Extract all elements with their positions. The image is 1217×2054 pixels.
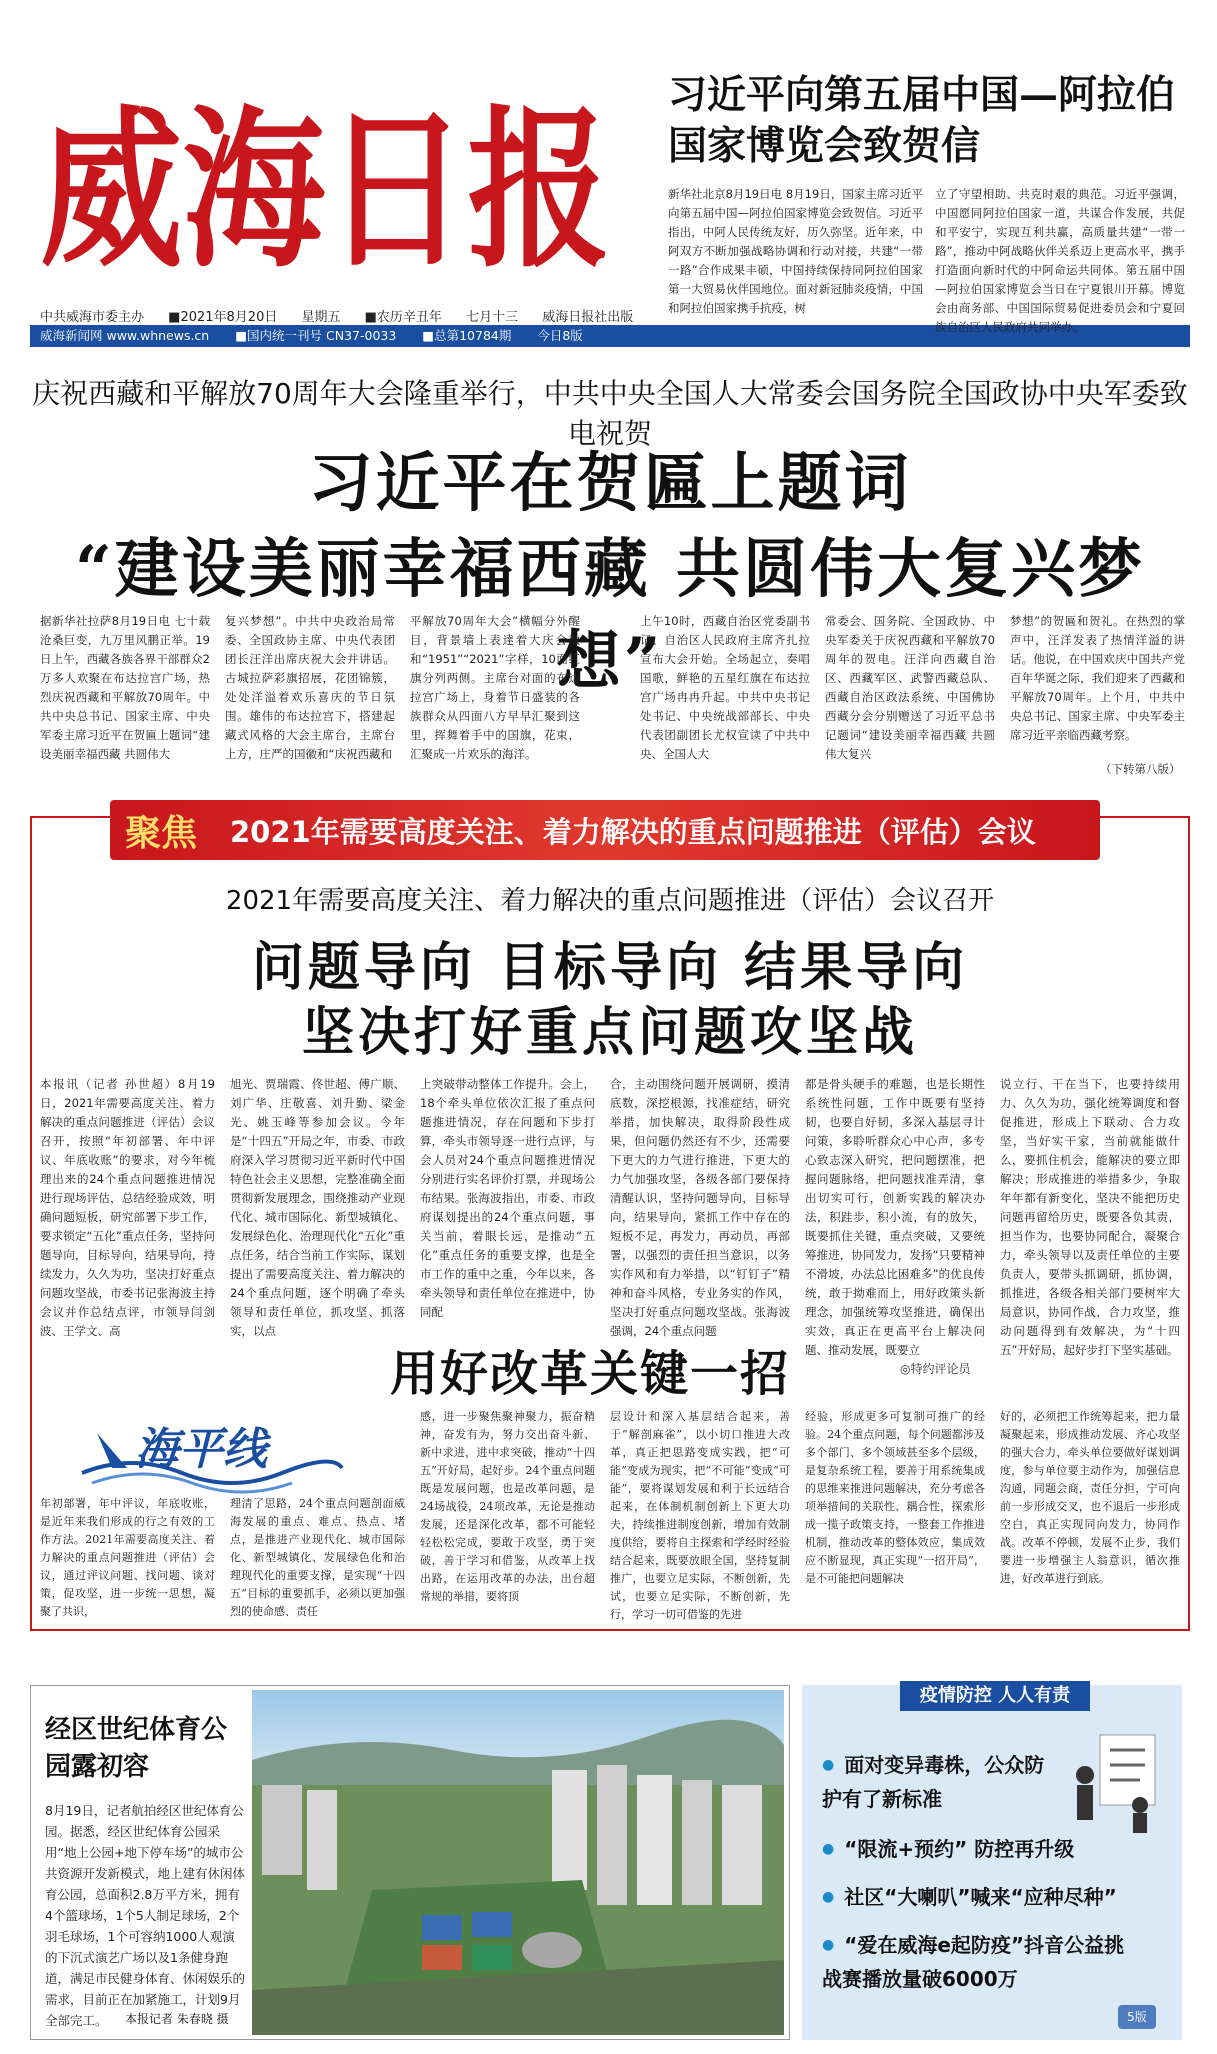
website-link[interactable]: 威海新闻网 www.whnews.cn (40, 328, 210, 343)
lead-col4: 上午10时，西藏自治区党委副书记、自治区人民政府主席齐扎拉宣布大会开始。全场起立，奏唱国歌，鲜艳的五星红旗在布达拉宫广场冉冉升起。中共中央书记处书记、中央统战部部长、中央代表团副团长尤权宣读了中共中央、全国人大 (640, 614, 810, 761)
top-story-col2: 立了守望相助、共克时艰的典范。习近平强调，中国愿同阿拉伯国家一道，共谋合作发展，共促和平安宁，实现互利共赢，高质量共建“一带一路”，推动中阿战略伙伴关系迈上更高水平，携手打造面向新时代的中阿命运共同体。第五届中国—阿拉伯国家博览会当日在宁夏银川开幕。博览会由商务部、中国国际贸易促进委员会和宁夏回族自治区人民政府共同举办。 (935, 187, 1185, 334)
org-name: 中共威海市委主办 (40, 310, 145, 325)
park-credit: 本报记者 朱春晓 摄 (125, 2012, 229, 2026)
page-count: 今日8版 (537, 328, 583, 343)
commentary-title[interactable]: 用好改革关键一招 (390, 1346, 791, 1402)
lunar-day: 七月十三 (466, 310, 519, 325)
focus-headline-2[interactable]: 坚决打好重点问题攻坚战 (301, 1002, 918, 1063)
epidemic-item-3[interactable]: ● 社区“大喇叭”喊来“应种尽种” (822, 1885, 1117, 1909)
masthead-logo (40, 80, 620, 291)
lunar-year: ■农历辛丑年 (364, 310, 442, 325)
issn: ■国内统一刊号 CN37-0033 (235, 328, 397, 343)
focus-col5: 都是骨头硬手的难题，也是长期性系统性问题，工作中既要有坚持韧，也要自好韧，多深入基层寻计问策，多聆听群众心中心声，多专心致志深入研究，把问题摆准，把握问题脉络，把问题找准弄清，拿出切实可行，创新实践的解决办法，积跬步，积小流，有的放矢，既要抓住关键，重点突破，又要统筹推进，协同发力，发扬“只要精神不滑坡，办法总比困难多”的优良传统，敢于拗难而上，用好政策头新理念，加强统筹攻坚推进，确保出实效，真正在更高平台上解决问题、推动发展，既要立 (805, 1077, 985, 1357)
date: ■2021年8月20日 (168, 310, 278, 325)
top-story-col1: 新华社北京8月19日电 8月19日，国家主席习近平向第五届中国—阿拉伯国家博览会致贺信。习近平指出，中阿人民传统友好，历久弥坚。近年来，中阿双方不断加强战略协调和行动对接，共建“一带一路”合作成果丰硕，中国持续保持同阿拉伯国家第一大贸易伙伴国地位。面对新冠肺炎疫情，中国和阿拉伯国家携手抗疫，树 (668, 187, 923, 315)
lead-headline-1[interactable]: 习近平在贺匾上题词 (308, 446, 912, 521)
park-text: 8月19日，记者航拍经区世纪体育公园。据悉，经区世纪体育公园采用“地上公园+地下停车场”的城市公共资源开发新模式，地上建有休闲体育公园，总面积2.8万平方米，拥有4个篮球场，1个5人制足球场，2个羽毛球场，1个可容纳1000人观演的下沉式演艺广场以及1条健身跑道，满足市民健身体育、休闲娱乐的需求，目前正在加紧施工，计划9月全部完工。 (45, 1803, 246, 2028)
park-photo[interactable] (252, 1690, 784, 2035)
focus-col6: 说立行、干在当下，也要持续用力、久久为功，强化统筹调度和督促推进，形成上下联动、合力攻坚，当好实干家，当前就能做什么，要抓住机会，能解决的要立即解决；形成推进的举措多少，争取年年都有新变化，坚决不能把历史问题再留给历史，既要各负其责，担当作为，也要协同配合，凝聚合力，牵头领导以及责任单位的主要负责人，要带头抓调研，抓协调，抓推进，各级各相关部门要树牢大局意识，协同作战，合力攻坚，推动问题得到有效解决，为“十四五”开好局，起好步打下坚实基础。 (1000, 1077, 1180, 1357)
lead-col3: 平解放70周年大会”横幅分外醒目，背景墙上表達着大庆会徽和“1951”“2021”字样，10面红旗分列两侧。主席台对面的布达拉宫广场上，身着节日盛装的各族群众从四面八方早早汇聚到这里，挥舞着手中的国旗，花束，汇聚成一片欢乐的海洋。 (410, 614, 580, 761)
column-logo: 海平线 (135, 1424, 267, 1475)
epidemic-item-4-label: “爱在威海e起防疫”抖音公益挑战赛播放量破6000万 (822, 1933, 1125, 1991)
commentary-col1: 年初部署，年中评议，年底收账，是近年来我们形成的行之有效的工作方法。2021年需要高度关注、着力解决的重点问题推进（评估）会议，通过评议问题、找问题、谈对策，促攻坚，进一步统一思想，凝聚了共识， (40, 1497, 215, 1618)
focus-label: 聚焦 (125, 812, 198, 854)
epidemic-item-4[interactable]: ● “爱在威海e起防疫”抖音公益挑战赛播放量破6000万 (822, 1933, 1125, 1991)
lead-col5: 常委会、国务院、全国政协、中央军委关于庆祝西藏和平解放70周年的贺电。汪洋向西藏自治区、西藏军区、武警西藏总队、西藏自治区政法系统、中国佛协西藏分会分别赠送了习近平总书记题词“建设美丽幸福西藏 共圆伟大复兴 (825, 614, 995, 761)
commentary-col6: 好的，必须把工作统筹起来，把力量凝聚起来，形成推动发展、齐心攻坚的强大合力，牵头单位要做好谋划调度，参与单位要主动作为，加强信息沟通，同题会商，责任分担，宁可向前一步形成交叉，也不退后一步形成空白，真正实现同向发力，协同作战。改革不停顿，发展不止步，我们要进一步增强主人翁意识，循次推进，好改革进行到底。 (1000, 1410, 1180, 1585)
weekday: 星期五 (301, 310, 341, 325)
people-icon (1060, 1725, 1170, 1835)
epidemic-item-1-label: 面对变异毒株，公众防护有了新标准 (822, 1753, 1045, 1811)
focus-col3: 上突破带动整体工作提升。会上，18个牵头单位依次汇报了重点问题推进情况，存在问题和下步打算，牵头市领导逐一进行点评，与会人员对24个重点问题推进情况分别进行实名评价打票，并现场公布结果。张海波指出，市委、市政府谋划提出的24个重点问题，事关当前，着眼长远，是推动“五化”重点任务的重要支撑，也是全市工作的重中之重，今年以来，各牵头领导和责任单位在推进中，协同配 (420, 1077, 595, 1319)
page-badge[interactable]: 5版 (1118, 2005, 1156, 2029)
epidemic-item-1[interactable]: ● 面对变异毒株，公众防护有了新标准 (822, 1753, 1045, 1811)
epidemic-item-3-label: 社区“大喇叭”喊来“应种尽种” (844, 1885, 1117, 1909)
epidemic-item-2-label: “限流+预约” 防控再升级 (844, 1837, 1075, 1861)
commentary-byline: ◎特约评论员 (900, 1362, 971, 1376)
masthead-info (40, 306, 670, 325)
issue-number: ■总第10784期 (422, 328, 512, 343)
focus-headline-1[interactable]: 问题导向 目标导向 结果导向 (251, 937, 969, 998)
focus-col4: 合，主动围绕问题开展调研，摸清底数，深挖根源，找准症结，研究举措，加快解决，取得阶段性成果，但问题仍然还有不少，还需要下更大的力气进行推进，下更大的力气加强攻坚，各级各部门要保持清醒认识，坚持问题导向，目标导向，结果导向，紧抓工作中存在的短板不足，再发力，再动员，再部署，以强烈的责任担当意识，以务实作风和有力举措，以“钉钉子”精神和奋斗风格，专业务实的作风，坚决打好重点问题攻坚战。张海波强调，24个重点问题 (610, 1077, 790, 1338)
lead-headline-2[interactable]: “建设美丽幸福西藏 共圆伟大复兴梦想” (74, 532, 1146, 699)
focus-col1: 本报讯（记者 孙世超）8月19日，2021年需要高度关注、着力解决的重点问题推进（评估）会议召开，按照“年初部署、年中评议、年底收账”的要求，对今年梳理出来的24个重点问题推进情况进行现场评估，总结经验成效，明确问题短板，研究部署下步工作，要求锁定“五化”重点任务，坚持问题导向，目标导向，结果导向，持续发力，久久为功，坚决打好重点问题攻坚战，市委书记张海波主持会议并作总结点评，市领导闫剑波、王学文、高 (40, 1077, 215, 1338)
commentary-col2: 理清了思路，24个重点问题剖面威海发展的重点、难点、热点、堵点，是推进产业现代化、城市国际化、新型城镇化、发展绿色化和治理现代化的重要支撑，是实现“十四五”目标的重要抓手，必须以更加强烈的使命感、责任 (230, 1497, 405, 1618)
lead-col2: 复兴梦想”。中共中央政治局常委、全国政协主席、中央代表团团长汪洋出席庆祝大会并讲话。古城拉萨彩旗招展，花团锦簇，处处洋溢着欢乐喜庆的节日氛围。雄伟的布达拉宫下，搭建起藏式风格的大会主席台，主席台上方，庄严的国徽和“庆祝西藏和 (225, 614, 395, 761)
lead-col1: 据新华社拉萨8月19日电 七十载沧桑巨变，九万里风鹏正举。19日上午，西藏各族各界干部群众2万多人欢聚在布达拉宫广场，热烈庆祝西藏和平解放70周年。中共中央总书记、国家主席、中央军委主席习近平在贺匾上题词“建设美丽幸福西藏 共圆伟大 (40, 614, 210, 761)
commentary-col4: 层设计和深入基层结合起来，善于“解剖麻雀”，以小切口推进大改革，真正把思路变成实践，把“可能”变成为现实，把“不可能”变成“可能”，要将谋划发展和利于长远结合起来，在体制机制创新上下更大功夫，持续推进制度创新，增加有效制度供给，要将自主探索和学经时经验结合起来，既要放眼全国，坚持复制推广，也要立足实际，不断创新，先试，也要立足实际，不断创新，先行，学习一切可借鉴的先进 (610, 1410, 790, 1621)
publisher: 威海日报社出版 (542, 310, 634, 325)
focus-col2: 旭光、贾瑞霞、佟世超、傅广顺、刘广华、庄敬喜、刘升勤、梁金光、姚玉峰等参加会议。今年是“十四五”开局之年，市委、市政府深入学习贯彻习近平新时代中国特色社会主义思想，完整准确全面贯彻新发展理念，围绕推动产业现代化、城市国际化、新型城镇化、发展绿色化、治理现代化“五化”重点任务，结合当前工作实际，谋划提出了需要高度关注、着力解决的24个重点问题，逐个明确了牵头领导和责任单位，抓攻坚、抓落实，以点 (230, 1077, 405, 1338)
lead-col6: 梦想”的贺匾和贺礼。在热烈的掌声中，汪洋发表了热情洋溢的讲话。他说，在中国欢庆中国共产党百年华诞之际，我们迎来了西藏和平解放70周年。上个月，中共中央总书记、国家主席、中央军委主席习近平亲临西藏考察。 (1010, 614, 1185, 742)
park-title[interactable]: 经区世纪体育公园露初容 (45, 1715, 228, 1782)
commentary-col3: 感，进一步聚焦聚神聚力，振奋精神，奋发有为，努力交出奋斗新、新中求进，进中求突破，推动“十四五”开好局，起好步。24个重点问题既是发展问题，也是改革问题，是24场战役，24项改革，无论是推动发展，还是深化改革，都不可能轻轻松松完成，要敢于攻坚，勇于突破，善于学习和借鉴，从改革上找出路，在运用改革的办法，出台超常规的举措，要将顶 (420, 1410, 595, 1603)
commentary-col5: 经验，形成更多可复制可推广的经验。24个重点问题，每个问题都涉及多个部门、多个领域甚至多个层级，是复杂系统工程，要善于用系统集成的思维来推进问题解决，充分考虑各项举措间的关联性、耦合性，探索形成一揽子政策支持，一整套工作推进机制，推动改革的整体效应，集成效应不断显现，真正实现“一招开局”，是不可能把问题解决 (805, 1410, 985, 1585)
focus-banner-title: 2021年需要高度关注、着力解决的重点问题推进（评估）会议 (230, 815, 1036, 849)
focus-subtitle: 2021年需要高度关注、着力解决的重点问题推进（评估）会议召开 (225, 886, 995, 916)
lead-kicker: 庆祝西藏和平解放70周年大会隆重举行，中共中央全国人大常委会国务院全国政协中央军委致电祝贺 (32, 377, 1188, 450)
epidemic-item-2[interactable]: ● “限流+预约” 防控再升级 (822, 1837, 1075, 1861)
epidemic-tag: 疫情防控 人人有责 (900, 1681, 1090, 1711)
top-story-headline[interactable]: 习近平向第五届中国—阿拉伯国家博览会致贺信 (668, 72, 1176, 169)
jump-line: （下转第八版） (1100, 762, 1181, 776)
svg-text:威海日报: 威海日报 (40, 88, 610, 291)
